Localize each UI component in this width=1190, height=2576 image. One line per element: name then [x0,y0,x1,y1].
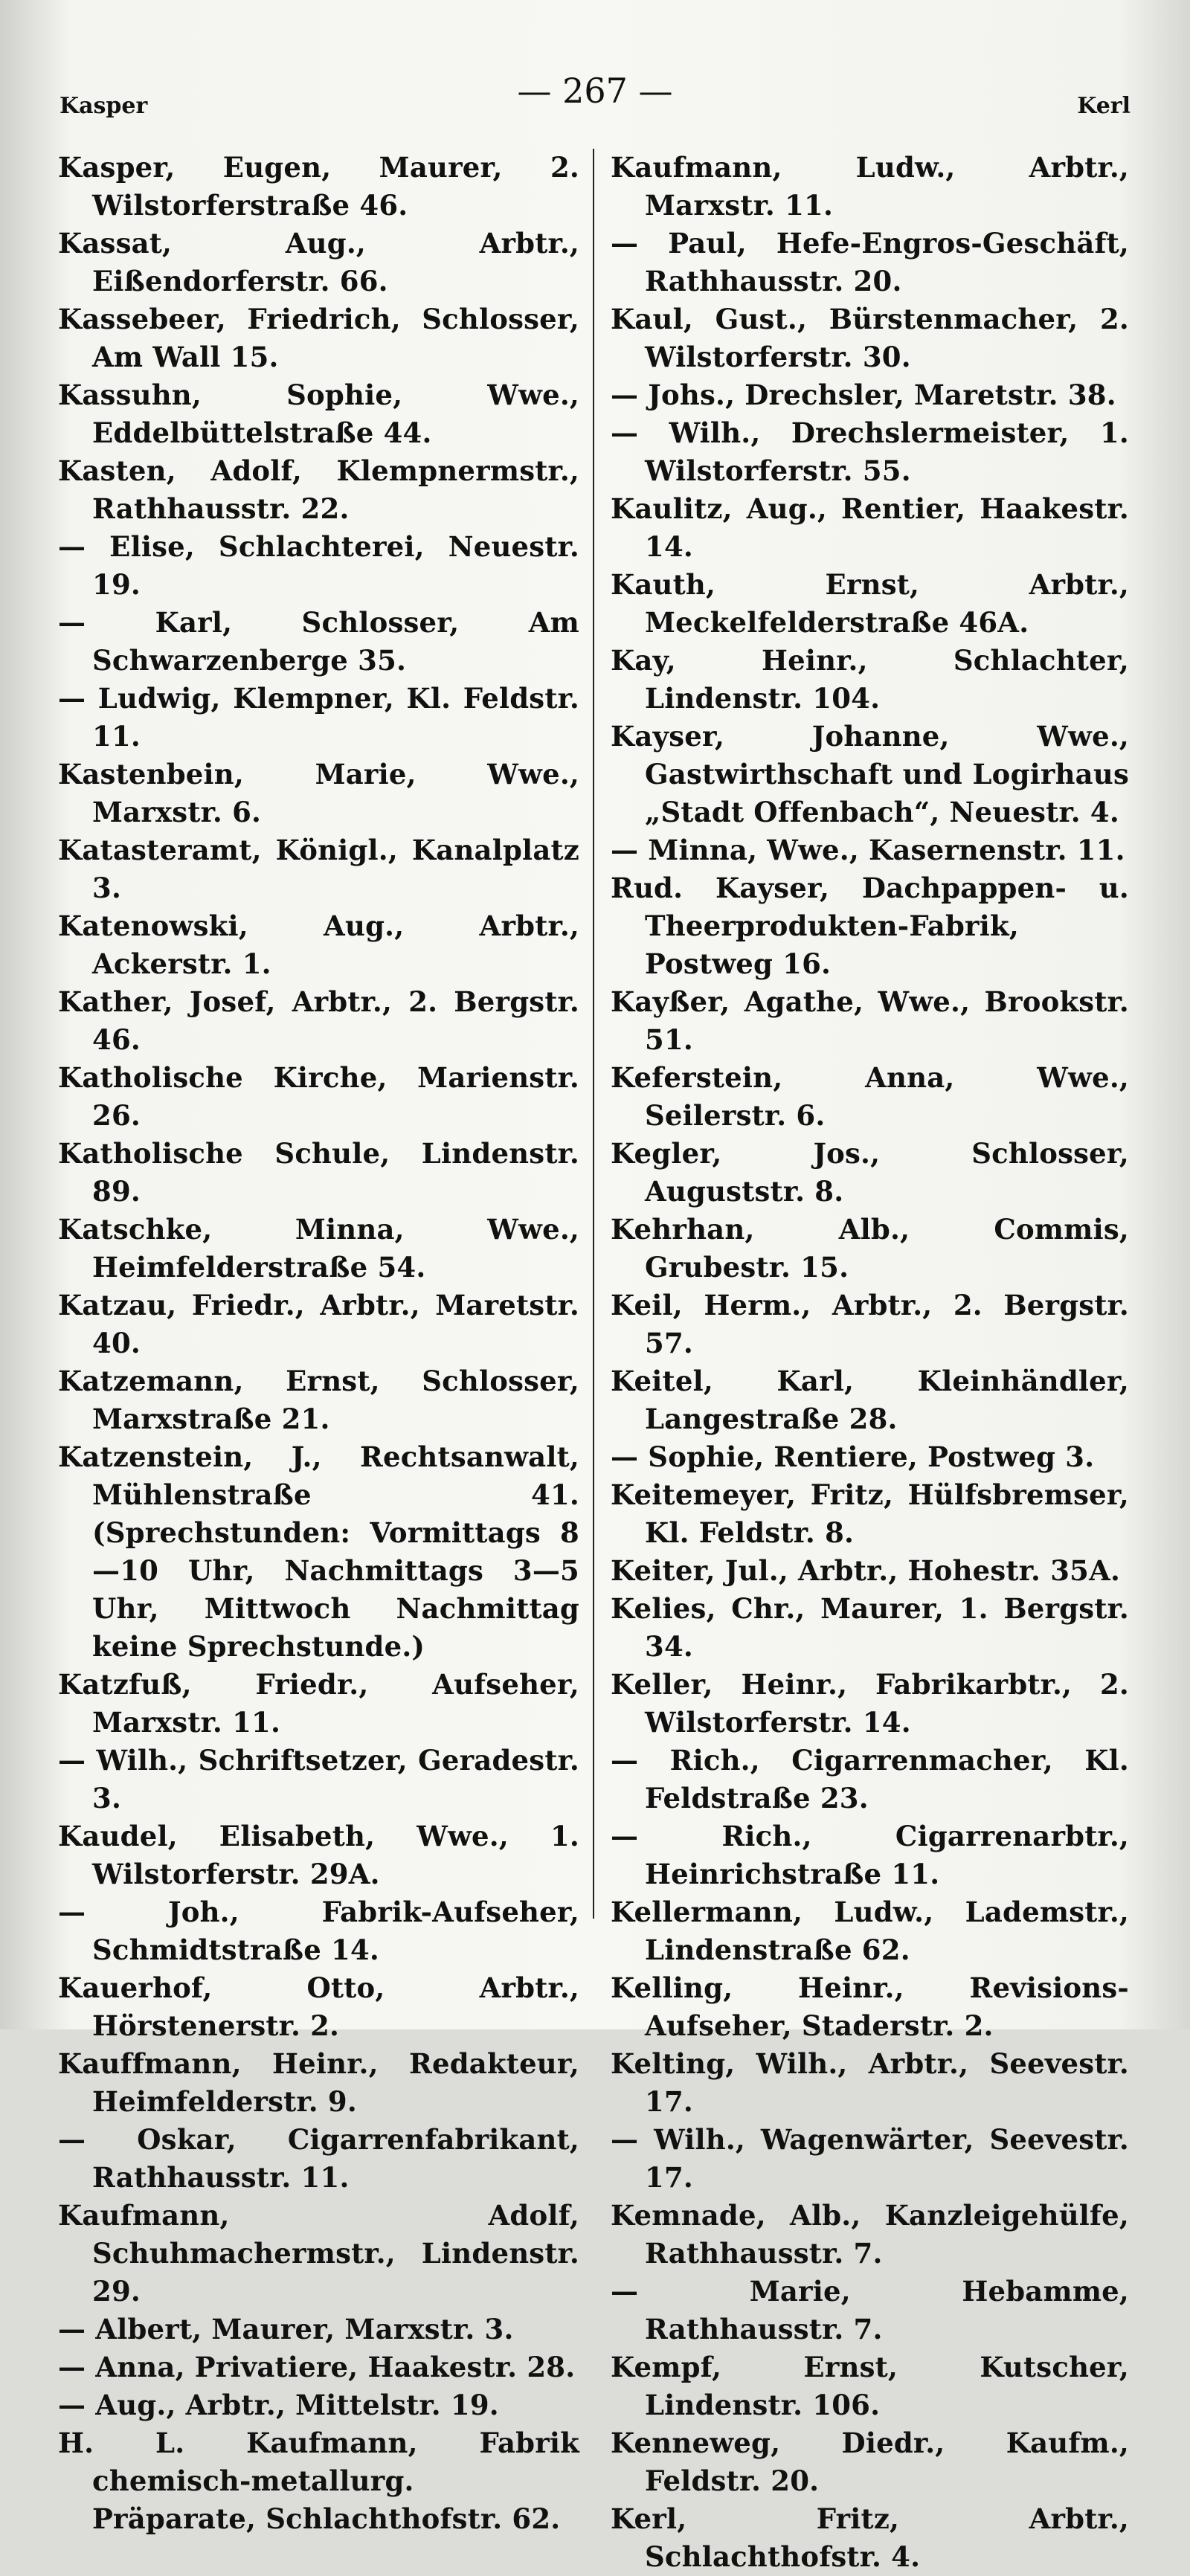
directory-entry: Kastenbein, Marie, Wwe., Marxstr. 6. [58,758,579,828]
directory-entry: — Rich., Cigarrenarbtr., Heinrichstraße 11. [611,1820,1129,1890]
directory-entry: — Aug., Arbtr., Mittelstr. 19. [58,2389,499,2421]
directory-entry: Kelling, Heinr., Revisions-Aufseher, Staderstr. 2. [611,1971,1129,2042]
directory-entry: — Wilh., Wagenwärter, Seevestr. 17. [611,2123,1129,2194]
directory-entry: Kellermann, Ludw., Lademstr., Lindenstraße 62. [611,1896,1129,1966]
directory-entry: Kelting, Wilh., Arbtr., Seevestr. 17. [611,2047,1129,2118]
directory-entry: — Paul, Hefe-Engros-Geschäft, Rathhausstr. 20. [611,227,1129,297]
directory-entry: — Sophie, Rentiere, Postweg 3. [611,1440,1095,1473]
directory-entry: Kaufmann, Adolf, Schuhmachermstr., Lindenstr. 29. [58,2199,579,2308]
right-column [597,149,1129,2573]
directory-entry: Keiter, Jul., Arbtr., Hohestr. 35A. [611,1554,1121,1587]
directory-entry: Kassebeer, Friedrich, Schlosser, Am Wall 15. [58,303,579,373]
directory-entry: — Wilh., Drechslermeister, 1. Wilstorferstr. 55. [611,416,1129,487]
directory-entry: — Marie, Hebamme, Rathhausstr. 7. [611,2275,1129,2345]
directory-entry: — Minna, Wwe., Kasernenstr. 11. [611,834,1125,866]
directory-entry: Katenowski, Aug., Arbtr., Ackerstr. 1. [58,909,579,980]
directory-entry: Kauffmann, Heinr., Redakteur, Heimfelderstr. 9. [58,2047,579,2118]
page-header [60,71,1130,123]
directory-entry: Kauerhof, Otto, Arbtr., Hörstenerstr. 2. [58,1971,579,2042]
directory-entry: Rud. Kayser, Dachpappen- u. Theerprodukten-Fabrik, Postweg 16. [611,872,1129,980]
directory-entry: Katholische Schule, Lindenstr. 89. [58,1137,579,1208]
directory-entry: — Johs., Drechsler, Maretstr. 38. [611,379,1116,411]
directory-entry: — Elise, Schlachterei, Neuestr. 19. [58,530,579,601]
directory-entry: Kassuhn, Sophie, Wwe., Eddelbüttelstraße 44. [58,379,579,449]
directory-entry: Keil, Herm., Arbtr., 2. Bergstr. 57. [611,1289,1129,1359]
directory-entry: — Rich., Cigarrenmacher, Kl. Feldstraße 23. [611,1744,1129,1815]
left-column [58,149,590,2535]
entry-columns [58,149,1129,2573]
directory-entry: Kayser, Johanne, Wwe., Gastwirthschaft und Logirhaus „Stadt Offenbach“, Neuestr. 4. [611,720,1129,828]
directory-entry: Katzfuß, Friedr., Aufseher, Marxstr. 11. [58,1668,579,1739]
directory-entry: — Anna, Privatiere, Haakestr. 28. [58,2351,576,2383]
directory-entry: Kegler, Jos., Schlosser, Auguststr. 8. [611,1137,1129,1208]
header-last-name: Kerl [1077,93,1130,119]
directory-entry: Katschke, Minna, Wwe., Heimfelderstraße 54. [58,1213,579,1284]
directory-entry: Kasper, Eugen, Maurer, 2. Wilstorferstraße 46. [58,151,579,222]
directory-entry: Kempf, Ernst, Kutscher, Lindenstr. 106. [611,2351,1129,2421]
directory-entry: — Ludwig, Klempner, Kl. Feldstr. 11. [58,682,579,753]
directory-entry: Kenneweg, Diedr., Kaufm., Feldstr. 20. [611,2427,1129,2497]
directory-entry: — Oskar, Cigarrenfabrikant, Rathhausstr. 11. [58,2123,579,2194]
directory-entry: Katzenstein, J., Rechtsanwalt, Mühlenstraße 41. (Sprechstunden: Vormittags 8—10 Uhr, Nachmittags 3—5 Uhr, Mittwoch Nachmittag keine Sprechstunde.) [58,1440,579,1663]
directory-entry: Katzemann, Ernst, Schlosser, Marxstraße 21. [58,1365,579,1435]
directory-entry: Keitel, Karl, Kleinhändler, Langestraße 28. [611,1365,1129,1435]
directory-entry: — Karl, Schlosser, Am Schwarzenberge 35. [58,606,579,677]
directory-entry: Katasteramt, Königl., Kanalplatz 3. [58,834,579,904]
directory-entry: Kaul, Gust., Bürstenmacher, 2. Wilstorferstr. 30. [611,303,1129,373]
directory-entry: Kaudel, Elisabeth, Wwe., 1. Wilstorferstr. 29A. [58,1820,579,1890]
directory-entry: Kassat, Aug., Arbtr., Eißendorferstr. 66. [58,227,579,297]
directory-entry: Kather, Josef, Arbtr., 2. Bergstr. 46. [58,985,579,1056]
directory-entry: Kelies, Chr., Maurer, 1. Bergstr. 34. [611,1592,1129,1663]
directory-entry: Keitemeyer, Fritz, Hülfsbremser, Kl. Feldstr. 8. [611,1478,1129,1549]
directory-entry: — Wilh., Schriftsetzer, Geradestr. 3. [58,1744,579,1815]
directory-entry: Kemnade, Alb., Kanzleigehülfe, Rathhausstr. 7. [611,2199,1129,2270]
directory-entry: Kauth, Ernst, Arbtr., Meckelfelderstraße 46A. [611,568,1129,639]
directory-entry: — Joh., Fabrik-Aufseher, Schmidtstraße 14. [58,1896,579,1966]
directory-entry: Kay, Heinr., Schlachter, Lindenstr. 104. [611,644,1129,715]
directory-entry: Katholische Kirche, Marienstr. 26. [58,1061,579,1132]
header-first-name: Kasper [60,93,148,119]
directory-entry: — Albert, Maurer, Marxstr. 3. [58,2313,514,2345]
column-divider [593,149,594,1919]
page-number: — 267 — [517,71,673,111]
directory-entry: Kayßer, Agathe, Wwe., Brookstr. 51. [611,985,1129,1056]
directory-entry: Kaufmann, Ludw., Arbtr., Marxstr. 11. [611,151,1129,222]
directory-entry: Keller, Heinr., Fabrikarbtr., 2. Wilstorferstr. 14. [611,1668,1129,1739]
directory-entry: H. L. Kaufmann, Fabrik chemisch-metallurg. Präparate, Schlachthofstr. 62. [58,2427,579,2535]
directory-entry: Kerl, Fritz, Arbtr., Schlachthofstr. 4. [611,2502,1129,2573]
directory-entry: Katzau, Friedr., Arbtr., Maretstr. 40. [58,1289,579,1359]
directory-entry: Kaulitz, Aug., Rentier, Haakestr. 14. [611,492,1129,563]
directory-entry: Kehrhan, Alb., Commis, Grubestr. 15. [611,1213,1129,1284]
directory-entry: Kasten, Adolf, Klempnermstr., Rathhausstr. 22. [58,454,579,525]
directory-entry: Keferstein, Anna, Wwe., Seilerstr. 6. [611,1061,1129,1132]
